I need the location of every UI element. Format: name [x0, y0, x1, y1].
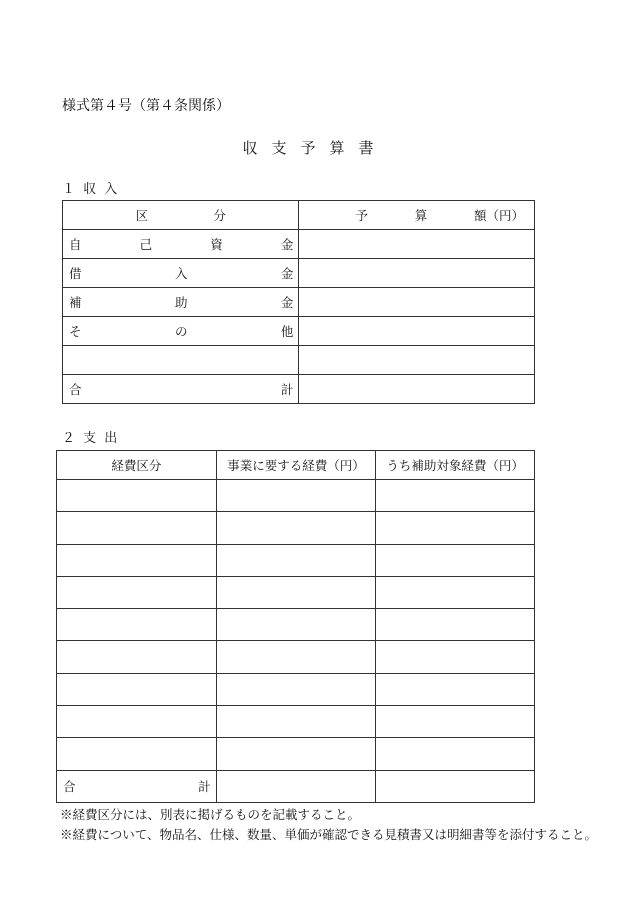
expense-table-header: [57, 451, 535, 480]
table-row: [57, 576, 535, 608]
subsidy-cost-cell[interactable]: [376, 673, 535, 705]
project-cost-cell[interactable]: [216, 512, 376, 544]
income-amount-cell[interactable]: [299, 230, 535, 259]
expense-table: [56, 450, 535, 803]
income-row-label: 自 己 資 金: [63, 230, 299, 259]
project-cost-total-cell[interactable]: [216, 770, 376, 802]
subsidy-cost-cell[interactable]: [376, 576, 535, 608]
subsidy-cost-cell[interactable]: [376, 480, 535, 512]
income-header-category: 区 分: [63, 201, 299, 230]
expense-total-label: 合 計: [57, 770, 217, 802]
income-amount-cell[interactable]: [299, 317, 535, 346]
project-cost-cell[interactable]: [216, 738, 376, 770]
expense-header-subsidy-cost: うち補助対象経費（円）: [376, 451, 535, 480]
expense-row-total: [57, 770, 535, 802]
income-row-subsidy: [63, 288, 535, 317]
expense-category-cell[interactable]: [57, 738, 217, 770]
expense-category-cell[interactable]: [57, 609, 217, 641]
income-amount-cell[interactable]: [299, 259, 535, 288]
project-cost-cell[interactable]: [216, 641, 376, 673]
income-row-label: 補 助 金: [63, 288, 299, 317]
table-row: [57, 480, 535, 512]
income-row-label[interactable]: [63, 346, 299, 375]
income-amount-cell[interactable]: [299, 288, 535, 317]
expense-header-category: 経費区分: [57, 451, 217, 480]
income-row-blank: [63, 346, 535, 375]
income-row-borrowing: [63, 259, 535, 288]
note-expense-category: ※経費区分には、別表に掲げるものを記載すること。: [60, 807, 361, 822]
project-cost-cell[interactable]: [216, 544, 376, 576]
income-header-amount: 予 算 額（円）: [299, 201, 535, 230]
expense-category-cell[interactable]: [57, 673, 217, 705]
subsidy-cost-cell[interactable]: [376, 544, 535, 576]
expense-category-cell[interactable]: [57, 544, 217, 576]
table-row: [57, 673, 535, 705]
expense-header-project-cost: 事業に要する経費（円）: [216, 451, 376, 480]
income-row-own-funds: [63, 230, 535, 259]
document-title: 収支予算書: [242, 139, 388, 157]
income-row-total: [63, 375, 535, 404]
table-row: [57, 641, 535, 673]
expense-category-cell[interactable]: [57, 480, 217, 512]
project-cost-cell[interactable]: [216, 706, 376, 738]
table-row: [57, 738, 535, 770]
expense-category-cell[interactable]: [57, 641, 217, 673]
income-table: [62, 200, 535, 404]
income-row-other: [63, 317, 535, 346]
project-cost-cell[interactable]: [216, 609, 376, 641]
table-row: [57, 544, 535, 576]
income-amount-cell[interactable]: [299, 346, 535, 375]
table-row: [57, 706, 535, 738]
table-row: [57, 609, 535, 641]
subsidy-cost-cell[interactable]: [376, 706, 535, 738]
expense-section-heading: ２ 支 出: [62, 431, 120, 446]
income-row-label: 借 入 金: [63, 259, 299, 288]
expense-category-cell[interactable]: [57, 576, 217, 608]
subsidy-cost-total-cell[interactable]: [376, 770, 535, 802]
income-row-label: そ の 他: [63, 317, 299, 346]
subsidy-cost-cell[interactable]: [376, 641, 535, 673]
project-cost-cell[interactable]: [216, 480, 376, 512]
income-table-header: [63, 201, 535, 230]
expense-category-cell[interactable]: [57, 512, 217, 544]
subsidy-cost-cell[interactable]: [376, 512, 535, 544]
income-row-label: 合 計: [63, 375, 299, 404]
income-section-heading: １ 収 入: [62, 182, 120, 197]
project-cost-cell[interactable]: [216, 673, 376, 705]
form-number: 様式第４号（第４条関係）: [62, 98, 230, 114]
subsidy-cost-cell[interactable]: [376, 738, 535, 770]
table-row: [57, 512, 535, 544]
note-attach-estimate: ※経費について、物品名、仕様、数量、単価が確認できる見積書又は明細書等を添付すること。: [60, 827, 598, 842]
subsidy-cost-cell[interactable]: [376, 609, 535, 641]
income-amount-cell[interactable]: [299, 375, 535, 404]
project-cost-cell[interactable]: [216, 576, 376, 608]
expense-category-cell[interactable]: [57, 706, 217, 738]
